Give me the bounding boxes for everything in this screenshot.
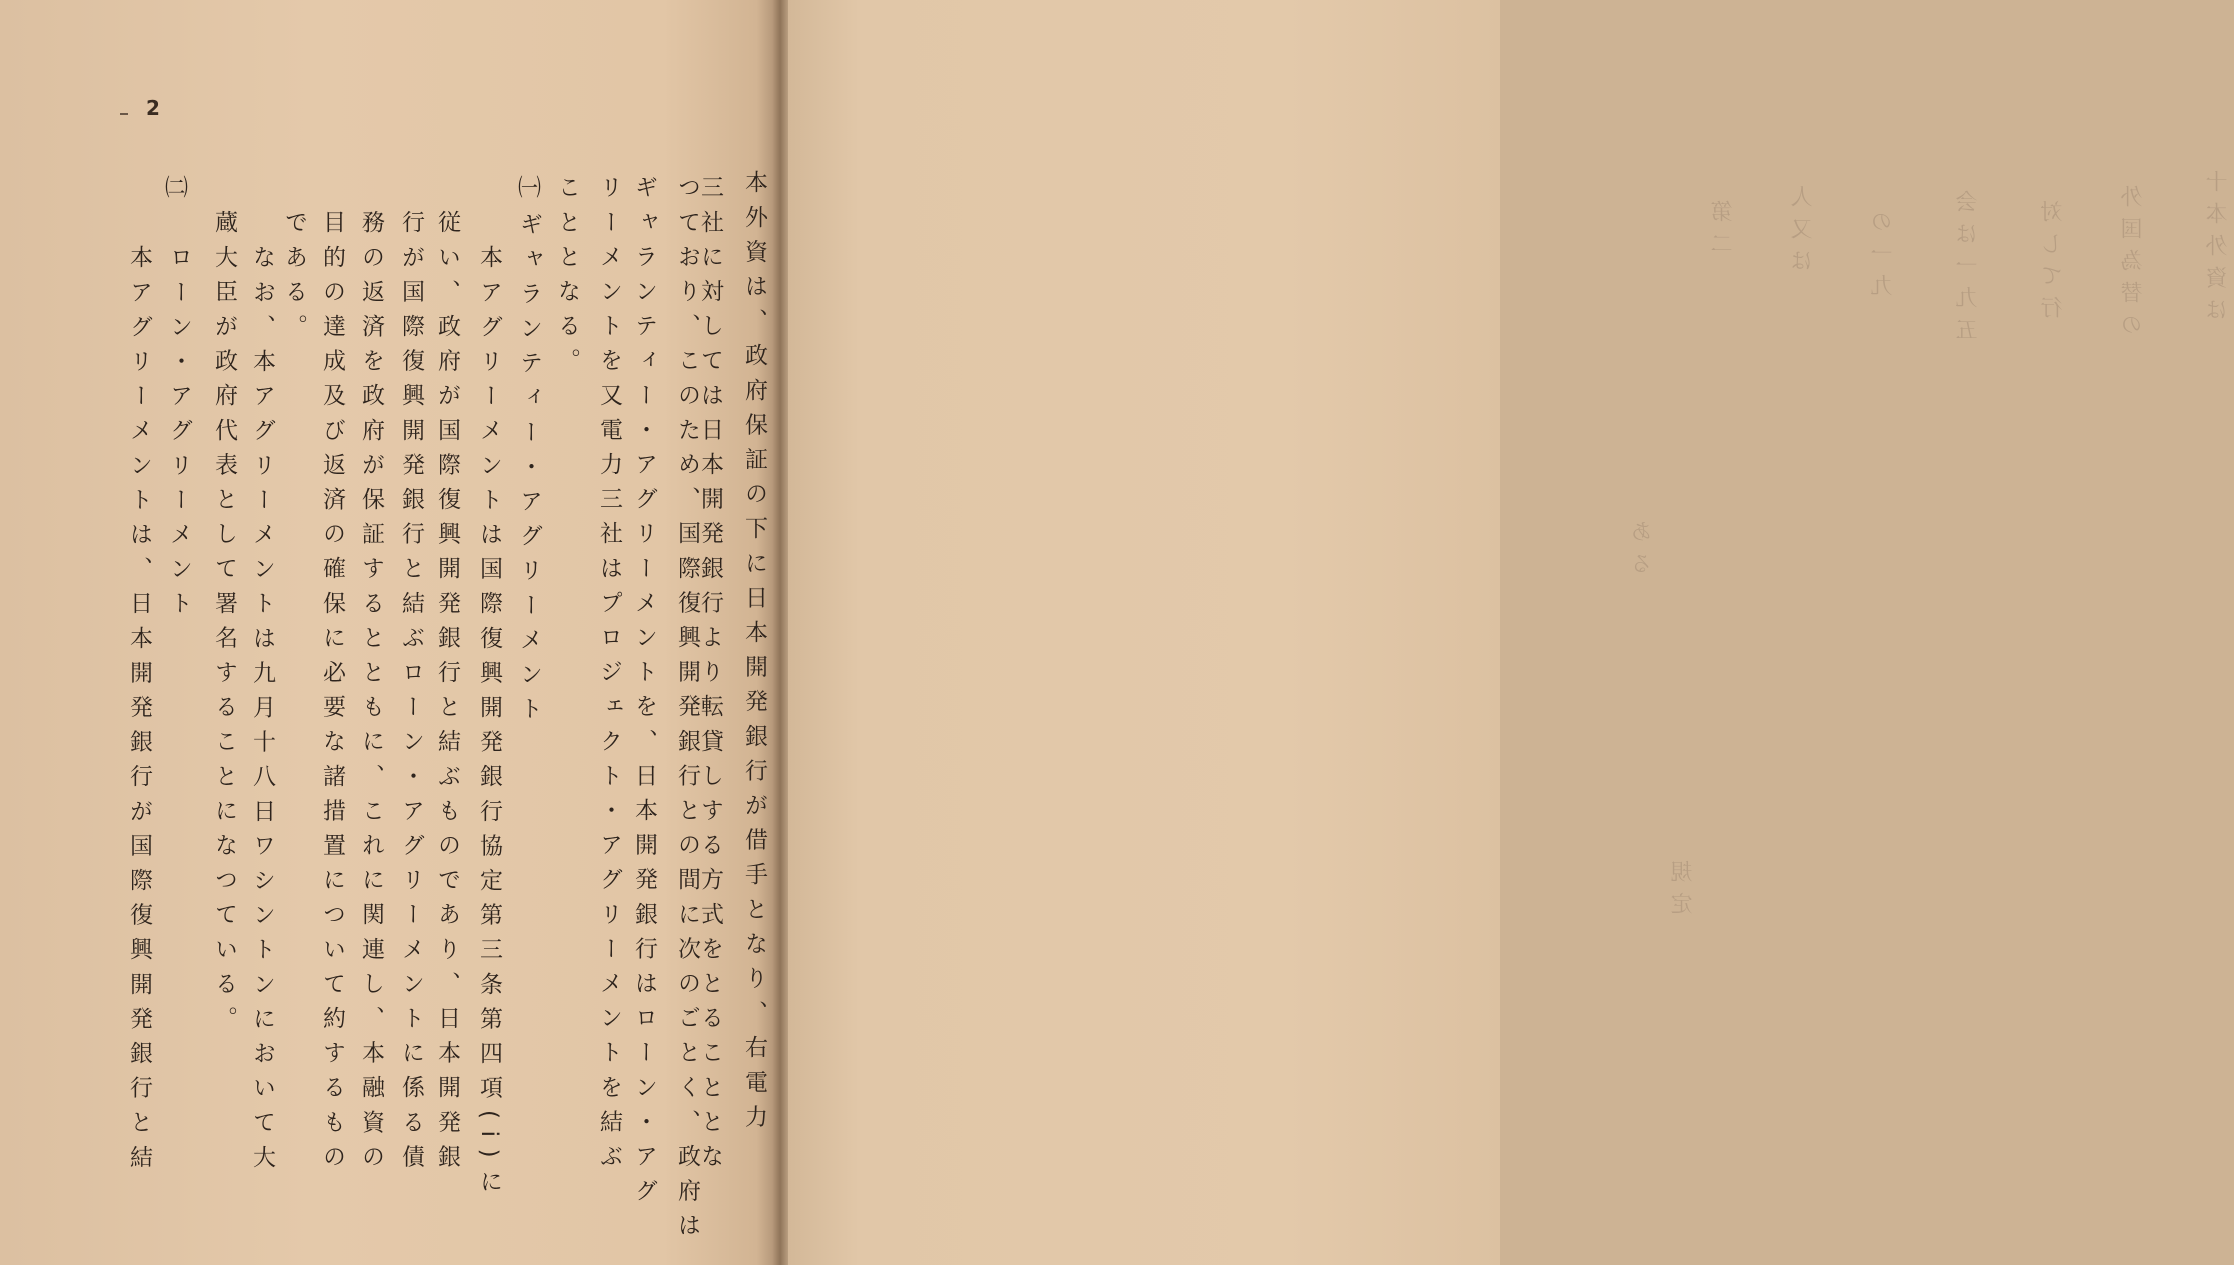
section-marker-1: ㈠ (514, 175, 540, 210)
text-column-8: 従い、政府が国際復興開発銀行と結ぶものであり、日本開発銀 (434, 210, 460, 1179)
text-column-12: である。 (281, 210, 307, 349)
text-column-2: 三社に対しては日本開発銀行より転貸しする方式をとることとな (697, 175, 723, 1179)
bleed-column-2: 外国為替の (2121, 185, 2146, 345)
text-column-13: なお、本アグリーメントは九月十八日ワシントンにおいて大 (249, 245, 275, 1180)
bleed-column-3: 対して行 (2041, 200, 2066, 328)
bleed-column-9: 規定 (1671, 860, 1696, 924)
text-column-5: リーメントを又電力三社はプロジェクト・アグリーメントを結ぶ (596, 175, 622, 1179)
left-page (0, 0, 780, 1265)
bleed-column-6: 人又は (1791, 185, 1816, 281)
text-column-6: こととなる。 (554, 175, 580, 383)
right-page-bleed-through (788, 0, 2231, 1265)
bleed-column-1: 十本外資は (2206, 170, 2231, 330)
section-heading-loan: ローン・アグリーメント (166, 245, 192, 626)
page-number: 2 (146, 96, 160, 120)
section-marker-2: ㈡ (161, 175, 187, 210)
bleed-column-7: 第二 (1711, 200, 1736, 264)
section-heading-guarantee: ギャランティー・アグリーメント (516, 212, 542, 731)
text-column-9: 行が国際復興開発銀行と結ぶローン・アグリーメントに係る債 (398, 210, 424, 1179)
text-column-3: つており、このため、国際復興開発銀行との間に次のごとく、政府は (674, 175, 700, 1248)
bleed-column-5: の一九 (1871, 210, 1896, 306)
text-column-15: 本アグリーメントは、日本開発銀行が国際復興開発銀行と結 (126, 245, 152, 1180)
page-number-dash (120, 113, 128, 115)
bleed-column-8: ある (1631, 520, 1656, 584)
text-column-4: ギャランティー・アグリーメントを、日本開発銀行はローン・アグ (631, 175, 657, 1213)
text-column-10: 務の返済を政府が保証するとともに、これに関連し、本融資の (358, 210, 384, 1179)
text-column-7: 本アグリーメントは国際復興開発銀行協定第三条第四項(i)に (476, 245, 502, 1204)
text-column-14: 蔵大臣が政府代表として署名することになつている。 (211, 210, 237, 1041)
text-column-11: 目的の達成及び返済の確保に必要な諸措置について約するもの (319, 210, 345, 1179)
bleed-column-4: 会は一九五 (1956, 190, 1981, 350)
text-column-1: 本外資は、政府保証の下に日本開発銀行が借手となり、右電力 (741, 170, 767, 1139)
